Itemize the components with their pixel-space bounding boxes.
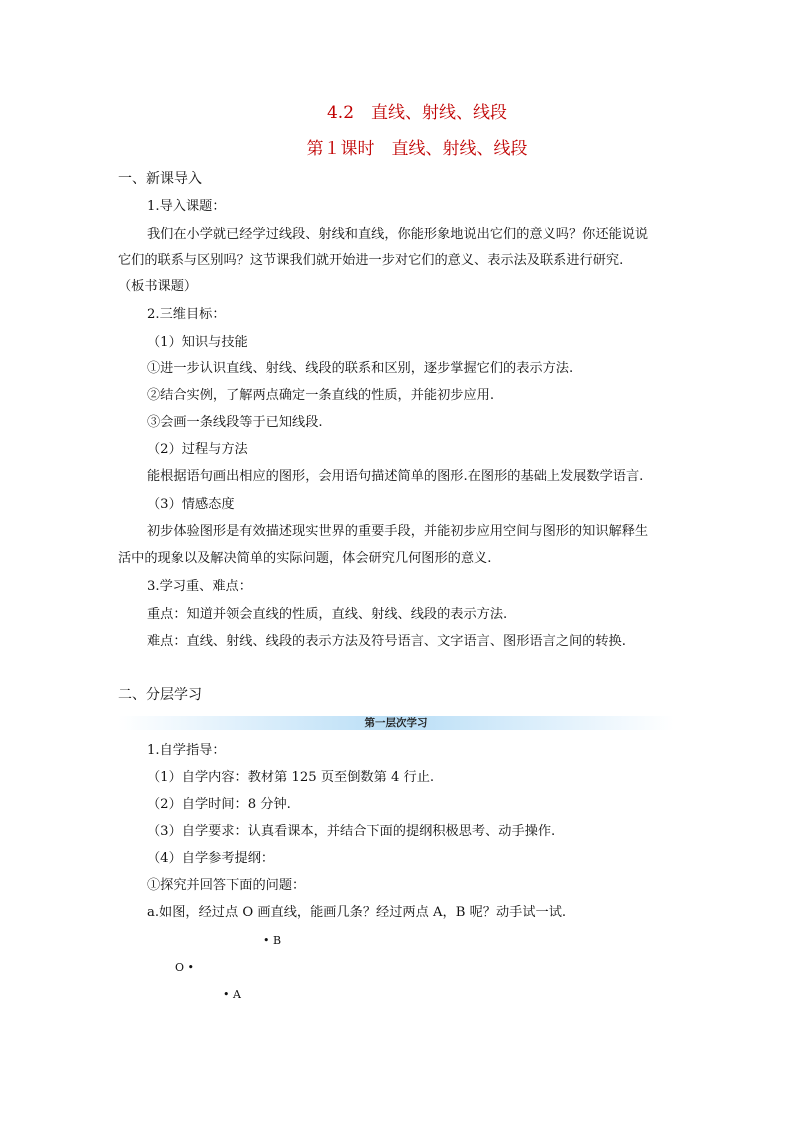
goal-item: ①进一步认识直线、射线、线段的联系和区别，逐步掌握它们的表示方法. [147,361,574,376]
key-point-text: 重点：知道并领会直线的性质，直线、射线、线段的表示方法. [147,607,508,622]
self-study-item: （4）自学参考提纲： [147,851,275,866]
goal-title: （2）过程与方法 [147,442,248,457]
self-study-item: （3）自学要求：认真看课本，并结合下面的提纲积极思考、动手操作. [147,824,556,839]
goals-heading: 2.三维目标： [147,307,226,322]
key-points-heading: 3.学习重、难点： [147,579,252,594]
section-heading-intro: 一、新课导入 [118,171,202,187]
goal-title: （3）情感态度 [147,497,235,512]
question-a: a.如图，经过点 O 画直线，能画几条？经过两点 A，B 呢？动手试一试. [147,905,567,920]
intro-paragraph-line: （板书课题） [118,279,198,294]
goal-text: 能根据语句画出相应的图形，会用语句描述简单的图形.在图形的基础上发展数学语言. [147,469,644,484]
goal-text: 初步体验图形是有效描述现实世界的重要手段，并能初步应用空间与图形的知识解释生 [147,524,649,539]
layer-banner-label: 第一层次学习 [364,717,428,729]
intro-paragraph-line: 我们在小学就已经学过线段、射线和直线，你能形象地说出它们的意义吗？你还能说说 [147,227,649,242]
section-heading-layered: 二、分层学习 [118,687,202,703]
difficulty-text: 难点：直线、射线、线段的表示方法及符号语言、文字语言、图形语言之间的转换. [147,634,626,649]
point-a-label: • A [223,988,241,1001]
page-subtitle: 第１课时 直线、射线、线段 [306,139,528,159]
self-study-item: （1）自学内容：教材第 125 页至倒数第 4 行止. [147,770,435,785]
intro-heading: 1.导入课题： [147,199,226,214]
goal-title: （1）知识与技能 [147,335,248,350]
goal-text: 活中的现象以及解决简单的实际问题，体会研究几何图形的意义. [118,551,492,566]
self-study-heading: 1.自学指导： [147,743,226,758]
goal-item: ③会画一条线段等于已知线段. [147,415,323,430]
intro-paragraph-line: 它们的联系与区别吗？这节课我们就开始进一步对它们的意义、表示法及联系进行研究. [118,253,624,268]
goal-item: ②结合实例，了解两点确定一条直线的性质，并能初步应用. [147,388,495,403]
point-b-label: • B [263,934,282,947]
page-title: 4.2 直线、射线、线段 [326,103,508,123]
point-o-label: O • [175,961,195,974]
explore-prompt: ①探究并回答下面的问题： [147,878,306,893]
self-study-item: （2）自学时间：8 分钟. [147,797,291,812]
